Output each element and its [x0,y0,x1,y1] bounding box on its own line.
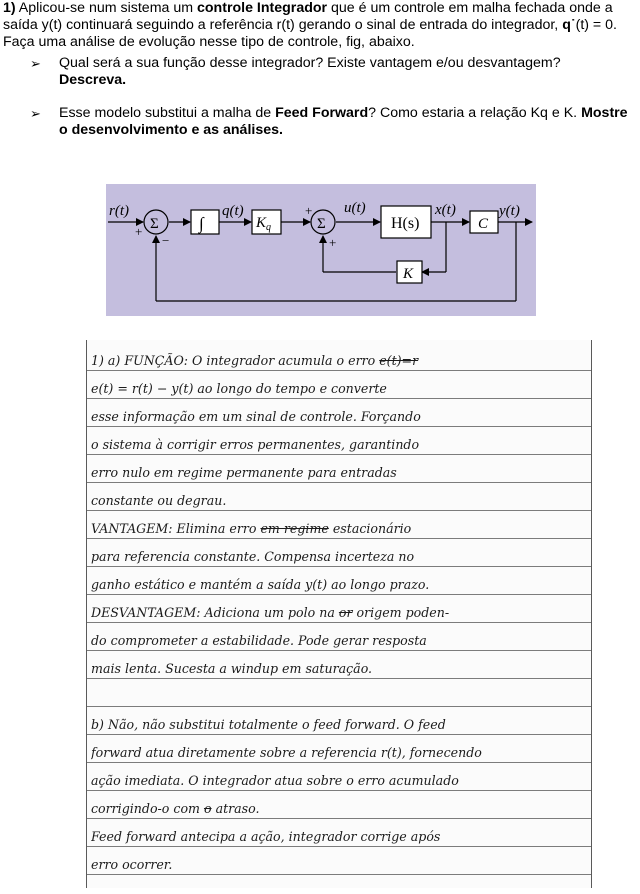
plus-sign: + [329,235,337,250]
question-number: 1) [3,0,16,16]
block-diagram [106,184,536,316]
answer-line: constante ou degrau. [91,493,227,508]
sigma-icon: Σ [317,216,326,232]
answer-line: DESVANTAGEM: Adiciona um polo na or origem poden- [91,605,450,620]
answer-line: mais lenta. Sucesta a windup em saturação. [91,661,373,676]
answer-line: ação imediata. O integrador atua sobre o erro acumulado [91,773,459,788]
plus-sign: + [135,224,143,239]
label-k: K [403,266,414,282]
answer-line: do comprometer a estabilidade. Pode gerar resposta [91,633,427,648]
label-x: x(t) [435,202,456,218]
answer-line: erro nulo em regime permanente para entradas [91,465,397,480]
plus-sign: + [305,203,313,218]
label-y: y(t) [499,203,520,219]
answer-line: o sistema à corrigir erros permanentes, garantindo [91,437,420,452]
minus-sign: − [162,233,170,248]
question-items [3,55,637,139]
question-intro: 1) Aplicou-se num sistema um controle Integrador que é um controle em malha fechada onde a saída y(t) continuará seguindo a referência r(t) gerando o sinal de entrada do integrador, q˙(t) = 0. Faça uma análise de evolução nesse tipo de controle, fig, abaixo. [3,0,617,50]
answer-sheet [86,340,592,888]
answer-line: corrigindo-o com o atraso. [91,801,260,816]
answer-line: esse informação em um sinal de controle. Forçando [91,409,421,424]
answer-line: VANTAGEM: Elimina erro em regime estacionário [91,521,412,536]
answer-line: e(t) = r(t) − y(t) ao longo do tempo e converte [91,381,387,396]
label-u: u(t) [344,200,366,216]
question-block [3,0,637,139]
arrow-bullet-icon: ➢ [30,56,41,71]
answer-line: erro ocorrer. [91,857,173,872]
sigma-icon: Σ [150,216,159,232]
label-kq: $K_q$ [256,215,272,233]
label-c: C [478,216,489,232]
integral-icon: ∫ [199,214,204,233]
arrow-bullet-icon: ➢ [30,106,41,121]
answer-line: ganho estático e mantém a saída y(t) ao longo prazo. [91,577,430,592]
label-h: H(s) [391,215,420,232]
answer-line: Feed forward antecipa a ação, integrador corrige após [91,829,441,844]
answer-line: 1) a) FUNÇÃO: O integrador acumula o erro e(t)=r [91,353,419,368]
question-item-function: ➢ Qual será a sua função desse integrador? Existe vantagem e/ou desvantagem? Descreva. [30,55,561,88]
answer-line: forward atua diretamente sobre a referencia r(t), fornecendo [91,745,482,760]
answer-line: b) Não, não substitui totalmente o feed forward. O feed [91,717,446,732]
question-item-feedforward: ➢ Esse modelo substitui a malha de Feed Forward? Como estaria a relação Kq e K. Mostre o desenvolvimento e as análises. [30,105,628,138]
label-r: r(t) [109,203,129,219]
integrator-block [191,210,219,234]
answer-line: para referencia constante. Compensa incerteza no [91,549,415,564]
label-q: q(t) [222,203,244,219]
